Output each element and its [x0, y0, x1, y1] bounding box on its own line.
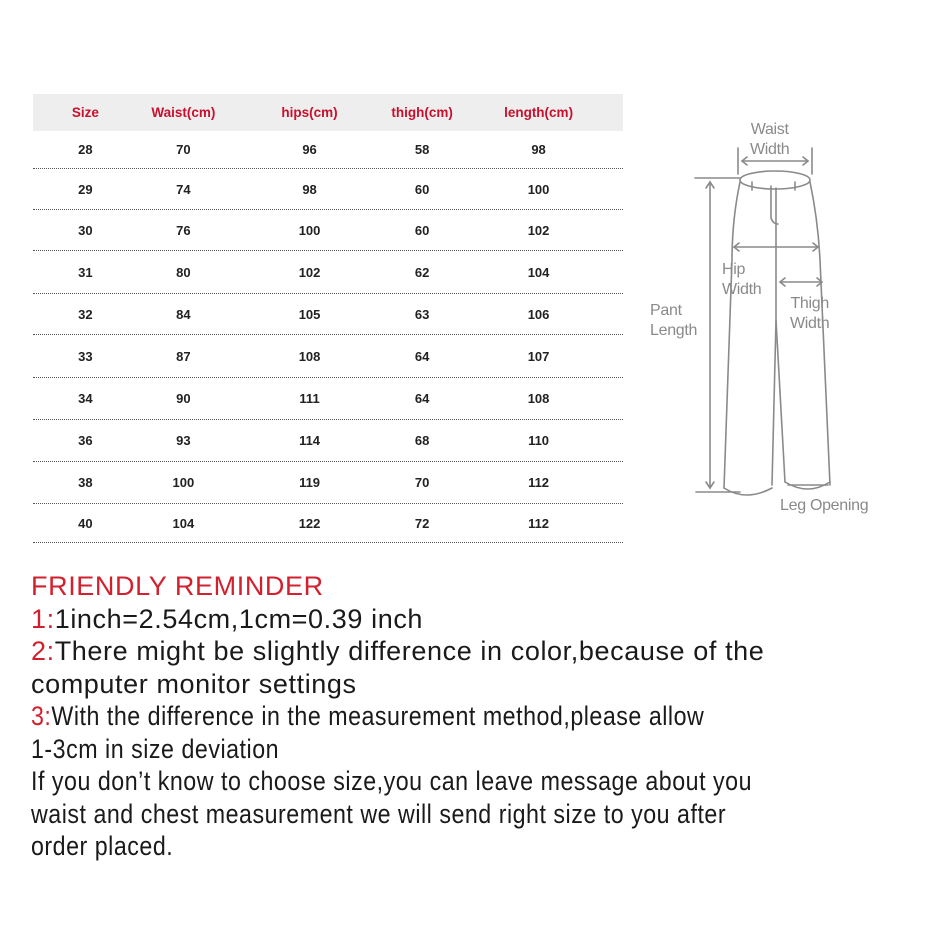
cell-size: 28 — [78, 142, 93, 157]
cell-waist: 90 — [176, 391, 191, 406]
cell-waist: 76 — [176, 222, 191, 238]
cell-thigh: 60 — [414, 222, 430, 238]
cell-length: 112 — [528, 515, 550, 531]
cell-length: 108 — [527, 391, 550, 406]
cell-hips: 108 — [298, 348, 321, 364]
cell-waist: 100 — [172, 475, 195, 490]
header-waist: Waist(cm) — [151, 105, 216, 120]
reminder-title: FRIENDLY REMINDER — [31, 571, 324, 601]
cell-hips: 111 — [299, 391, 320, 406]
table-header-row — [33, 94, 623, 131]
cell-waist: 87 — [176, 348, 191, 364]
table-row — [33, 131, 623, 169]
table-row — [33, 169, 623, 210]
reminder-item-2-cont: computer monitor settings — [31, 668, 357, 699]
cell-hips: 100 — [298, 222, 321, 238]
reminder-item-2 — [31, 635, 950, 668]
thigh-width-label — [790, 294, 829, 334]
cell-size: 31 — [78, 264, 93, 280]
cell-size: 33 — [78, 348, 93, 364]
cell-length: 107 — [527, 348, 550, 364]
cell-hips: 98 — [302, 181, 317, 197]
header-hips: hips(cm) — [281, 105, 338, 120]
header-length: length(cm) — [504, 105, 574, 120]
reminder-number: 1: — [31, 603, 55, 634]
cell-hips: 114 — [299, 433, 321, 448]
table-row — [33, 210, 623, 251]
reminder-text: With the difference in the measurement method,please allow — [51, 701, 705, 731]
thigh-label-line2: Width — [790, 315, 830, 332]
reminder-note-line-1 — [31, 765, 950, 798]
reminder-number: 2: — [31, 636, 55, 666]
header-size: Size — [71, 105, 99, 120]
waist-width-label — [750, 120, 789, 160]
cell-thigh: 63 — [414, 306, 430, 322]
pants-measurement-diagram — [640, 110, 900, 530]
cell-size: 34 — [78, 391, 93, 406]
reminder-text: There might be slightly difference in color,because of the — [54, 636, 765, 666]
hip-width-label — [722, 260, 761, 300]
cell-length: 106 — [527, 306, 550, 322]
cell-length: 100 — [527, 181, 550, 197]
table-row — [33, 420, 623, 462]
header-thigh: thigh(cm) — [391, 105, 453, 120]
table-row — [33, 378, 623, 420]
cell-hips: 122 — [298, 515, 321, 531]
cell-waist: 74 — [176, 181, 191, 197]
cell-thigh: 68 — [414, 433, 430, 448]
cell-waist: 80 — [176, 264, 191, 280]
cell-length: 102 — [527, 222, 550, 238]
cell-size: 32 — [78, 306, 93, 322]
friendly-reminder — [31, 570, 950, 863]
cell-size: 40 — [78, 515, 93, 531]
cell-waist: 84 — [176, 306, 191, 322]
reminder-text: 1-3cm in size deviation — [31, 733, 280, 764]
cell-size: 30 — [78, 222, 93, 238]
cell-waist: 93 — [176, 433, 191, 448]
size-chart-table — [33, 94, 623, 543]
cell-length: 112 — [528, 475, 550, 490]
hip-label-line2: Width — [722, 281, 762, 298]
waist-label-line2: Width — [750, 141, 790, 158]
table-row — [33, 294, 623, 335]
waist-label-line1: Waist — [750, 121, 789, 138]
reminder-text: order placed. — [31, 831, 174, 861]
reminder-item-1 — [31, 603, 950, 636]
cell-thigh: 72 — [414, 515, 430, 531]
table-row — [33, 251, 623, 294]
cell-length: 110 — [528, 433, 550, 448]
cell-waist: 70 — [176, 142, 191, 157]
cell-thigh: 58 — [414, 142, 430, 157]
cell-length: 104 — [527, 264, 550, 280]
reminder-number: 3: — [31, 701, 52, 731]
cell-thigh: 60 — [414, 181, 430, 197]
pant-length-label — [650, 301, 697, 341]
cell-size: 36 — [78, 433, 93, 448]
table-body — [33, 131, 623, 543]
reminder-text: waist and chest measurement we will send right size to you after — [31, 798, 727, 829]
reminder-item-3 — [31, 700, 950, 733]
reminder-item-3-cont — [31, 733, 950, 766]
cell-hips: 119 — [299, 475, 321, 490]
reminder-note-line-3 — [31, 830, 950, 863]
cell-thigh: 64 — [414, 348, 430, 364]
thigh-label-line1: Thigh — [790, 295, 829, 312]
cell-size: 38 — [78, 475, 93, 490]
reminder-text: If you don’t know to choose size,you can leave message about you — [31, 766, 753, 796]
cell-hips: 105 — [298, 306, 321, 322]
cell-hips: 102 — [298, 264, 321, 280]
cell-hips: 96 — [302, 142, 317, 157]
table-row — [33, 504, 623, 543]
cell-thigh: 62 — [414, 264, 430, 280]
cell-waist: 104 — [172, 515, 195, 531]
reminder-note-line-2 — [31, 798, 950, 831]
hip-label-line1: Hip — [722, 261, 746, 278]
cell-thigh: 70 — [414, 475, 430, 490]
pant-label-line2: Length — [650, 322, 698, 339]
cell-length: 98 — [531, 142, 546, 157]
table-row — [33, 462, 623, 504]
table-row — [33, 335, 623, 378]
pant-label-line1: Pant — [650, 302, 682, 319]
reminder-text: 1inch=2.54cm,1cm=0.39 inch — [54, 603, 424, 634]
reminder-item-3-line — [31, 700, 704, 733]
cell-thigh: 64 — [414, 391, 430, 406]
leg-opening-label: Leg Opening — [780, 497, 869, 514]
cell-size: 29 — [78, 181, 93, 197]
